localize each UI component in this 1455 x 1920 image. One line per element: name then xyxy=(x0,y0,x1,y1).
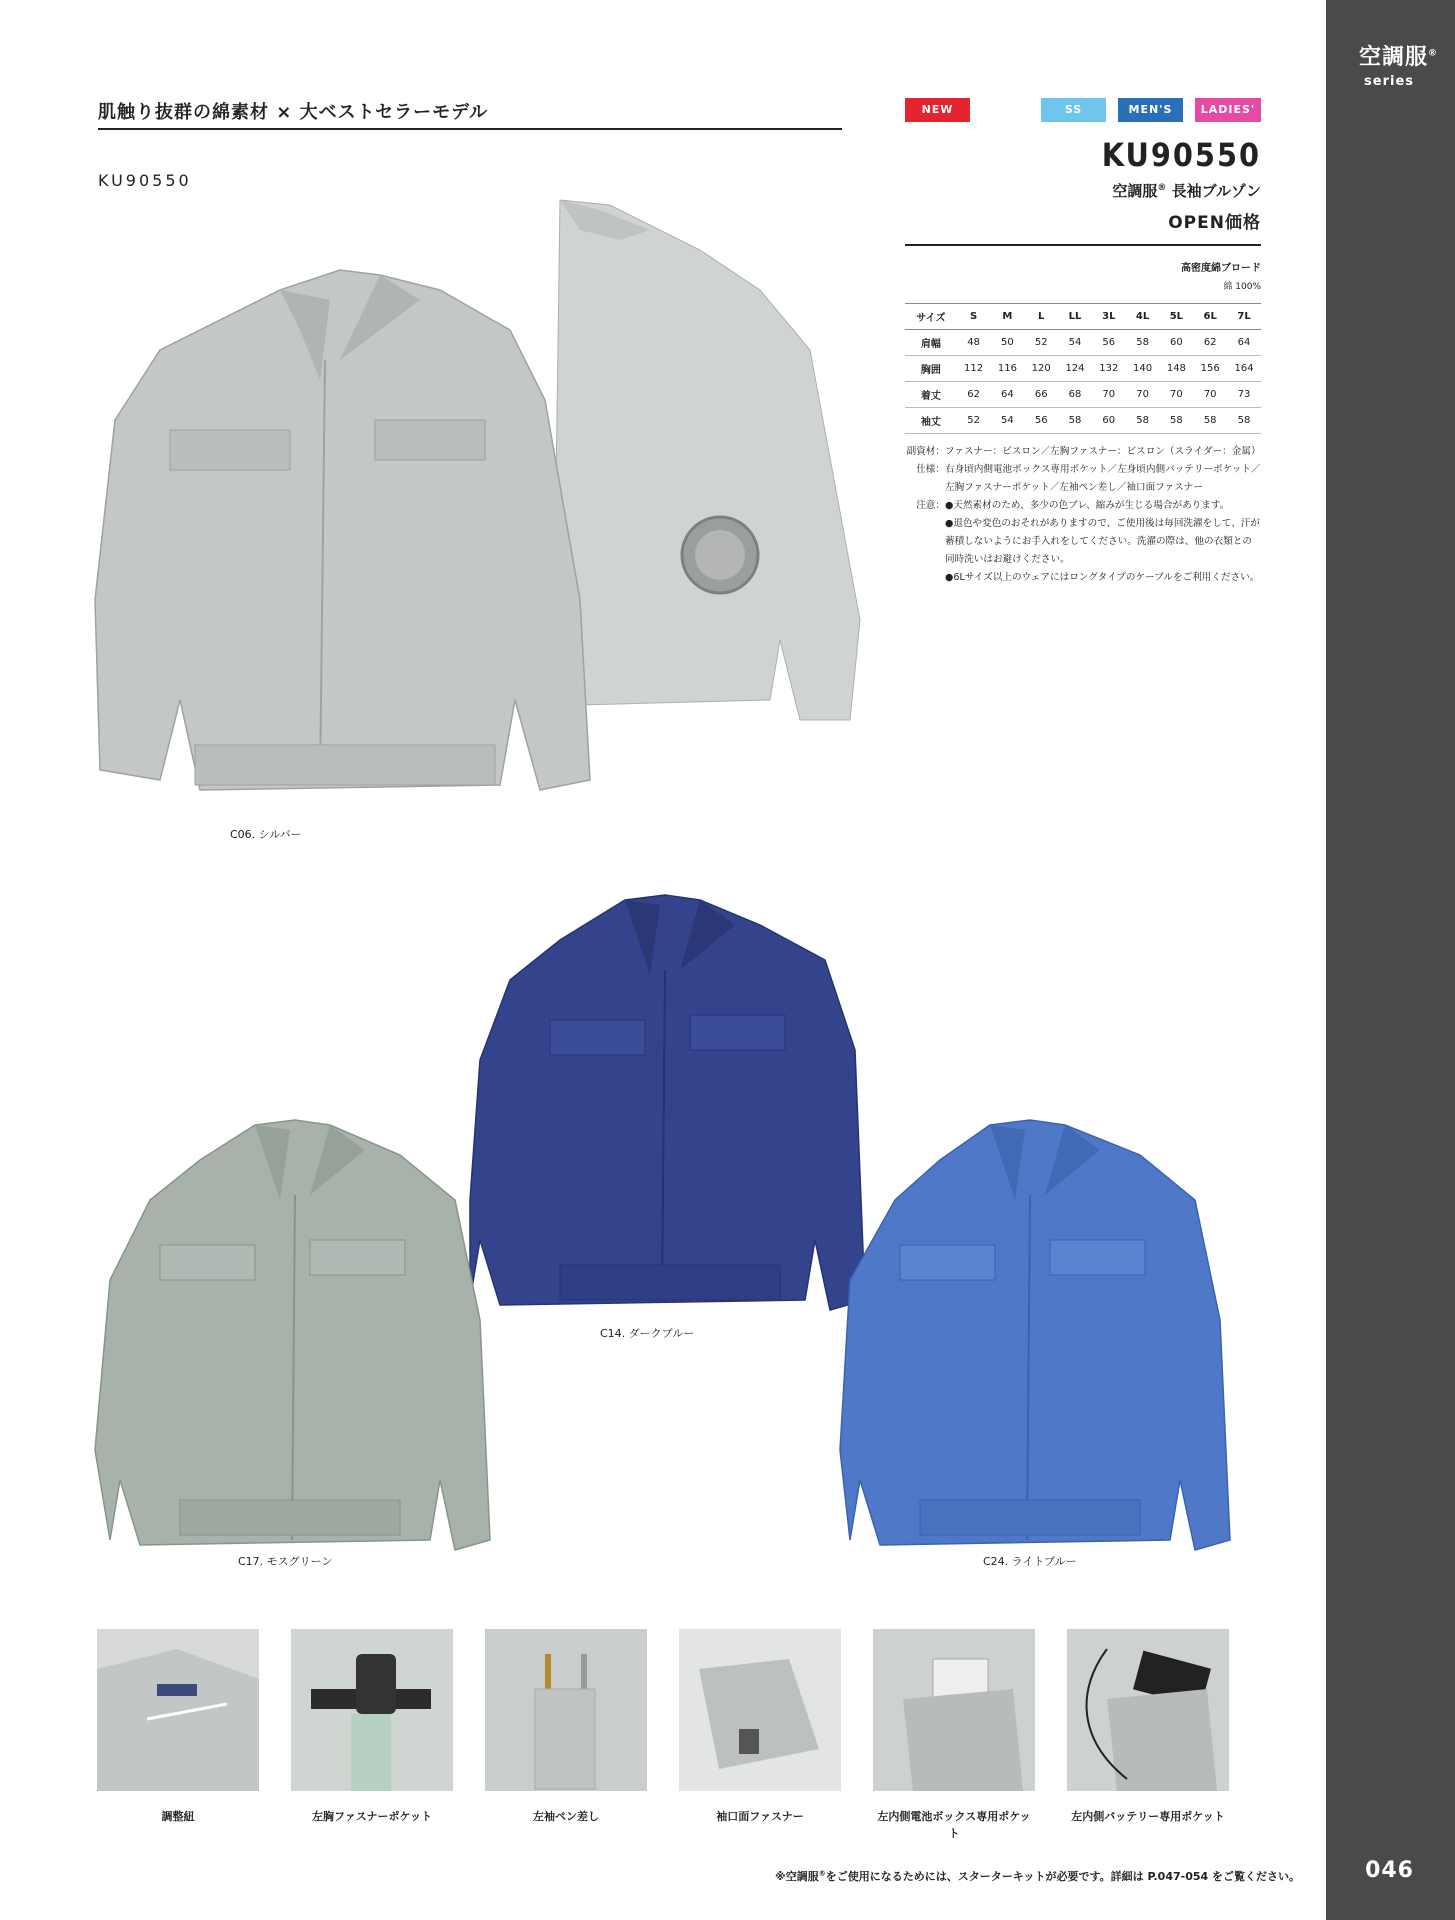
detail-photo-cuff-fastener xyxy=(679,1629,841,1791)
badge-ss: SS xyxy=(1041,98,1106,122)
size-row-label: 肩幅 xyxy=(905,330,957,356)
size-cell: 70 xyxy=(1092,382,1126,408)
size-cell: 58 xyxy=(1159,408,1193,434)
size-cell: 66 xyxy=(1024,382,1058,408)
size-cell: 120 xyxy=(1024,356,1058,382)
detail-photo-adjust-cord xyxy=(97,1629,259,1791)
detail-photo-battery-box-pocket xyxy=(873,1629,1035,1791)
size-cell: 60 xyxy=(1092,408,1126,434)
size-cell: 124 xyxy=(1058,356,1092,382)
sidebar xyxy=(1326,0,1455,1920)
size-row-label: 胸囲 xyxy=(905,356,957,382)
detail-caption: 左内側電池ボックス専用ポケット xyxy=(877,1810,1031,1840)
model-code-label: KU90550 xyxy=(98,171,192,190)
fabric-composition: 綿 100% xyxy=(1223,282,1261,292)
footnote: ※空調服®をご使用になるためには、スターターキットが必要です。詳細は P.047-054 をご覧ください。 xyxy=(775,1869,1300,1883)
series-title: 空調服® xyxy=(1358,45,1438,70)
size-header-cell: L xyxy=(1024,304,1058,330)
jacket-silver-back xyxy=(555,200,860,720)
size-cell: 116 xyxy=(991,356,1025,382)
detail-caption: 調整紐 xyxy=(161,1810,195,1823)
color-caption: C14. ダークブルー xyxy=(600,1327,695,1340)
page-number: 046 xyxy=(1365,1858,1414,1883)
caution-note: 注意： ●天然素材のため、多少の色ブレ、縮みが生じる場合があります。 ●退色や変色のおそれがありますので、ご使用後は毎回洗濯をして、汗が蓄積しないようにお手入れをしてください。洗濯の際は、他の衣類との同時洗いはお避けください。 ●6Lサイズ以上のウェアにはロングタイプのケーブルをご利用ください。 xyxy=(916,500,1260,583)
product-name: 空調服® 長袖ブルゾン xyxy=(1112,182,1261,200)
detail-caption: 左袖ペン差し xyxy=(533,1810,599,1823)
size-cell: 140 xyxy=(1126,356,1160,382)
size-cell: 58 xyxy=(1126,408,1160,434)
size-cell: 54 xyxy=(1058,330,1092,356)
color-caption: C17. モスグリーン xyxy=(238,1555,333,1568)
size-cell: 73 xyxy=(1227,382,1261,408)
detail-caption: 左胸ファスナーポケット xyxy=(311,1810,432,1823)
detail-photo-pen-holder xyxy=(485,1629,647,1791)
detail-photo-chest-pocket xyxy=(291,1629,453,1791)
materials-note: 副資材： ファスナー：ビスロン／左胸ファスナー：ビスロン（スライダー：金属） xyxy=(906,446,1261,457)
size-cell: 52 xyxy=(957,408,991,434)
detail-caption: 袖口面ファスナー xyxy=(716,1810,804,1823)
size-cell: 148 xyxy=(1159,356,1193,382)
size-cell: 52 xyxy=(1024,330,1058,356)
size-cell: 56 xyxy=(1092,330,1126,356)
size-header-cell: サイズ xyxy=(905,304,957,330)
size-cell: 50 xyxy=(991,330,1025,356)
size-cell: 56 xyxy=(1024,408,1058,434)
size-cell: 58 xyxy=(1126,330,1160,356)
product-model: KU90550 xyxy=(1101,136,1261,174)
size-cell: 62 xyxy=(1193,330,1227,356)
size-header-cell: 3L xyxy=(1092,304,1126,330)
size-cell: 156 xyxy=(1193,356,1227,382)
size-cell: 58 xyxy=(1058,408,1092,434)
product-price: OPEN価格 xyxy=(1168,213,1261,233)
jacket-dark-blue xyxy=(470,895,865,1310)
size-cell: 70 xyxy=(1193,382,1227,408)
size-cell: 68 xyxy=(1058,382,1092,408)
size-header-cell: 6L xyxy=(1193,304,1227,330)
size-header-cell: LL xyxy=(1058,304,1092,330)
badge-new: NEW xyxy=(905,98,970,122)
size-row-label: 袖丈 xyxy=(905,408,957,434)
size-cell: 70 xyxy=(1126,382,1160,408)
size-cell: 164 xyxy=(1227,356,1261,382)
size-cell: 54 xyxy=(991,408,1025,434)
color-caption: C06. シルバー xyxy=(230,828,302,841)
size-cell: 64 xyxy=(991,382,1025,408)
size-header-cell: 7L xyxy=(1227,304,1261,330)
spec-note: 仕様： 右身頃内側電池ボックス専用ポケット／左身頃内側バッテリーポケット／左胸ファスナーポケット／左袖ペン差し／袖口面ファスナー xyxy=(916,464,1261,493)
badge-ladies: LADIES' xyxy=(1195,98,1261,122)
detail-caption: 左内側バッテリー専用ポケット xyxy=(1071,1810,1225,1823)
detail-photo-battery-pocket xyxy=(1067,1629,1229,1791)
jacket-light-blue xyxy=(840,1120,1230,1550)
size-cell: 132 xyxy=(1092,356,1126,382)
size-cell: 62 xyxy=(957,382,991,408)
size-header-cell: 4L xyxy=(1126,304,1160,330)
size-cell: 48 xyxy=(957,330,991,356)
size-cell: 112 xyxy=(957,356,991,382)
size-row-label: 着丈 xyxy=(905,382,957,408)
badge-mens: MEN'S xyxy=(1118,98,1183,122)
size-cell: 58 xyxy=(1227,408,1261,434)
jacket-silver-front xyxy=(95,270,590,790)
size-cell: 60 xyxy=(1159,330,1193,356)
size-header-cell: M xyxy=(991,304,1025,330)
size-header-cell: 5L xyxy=(1159,304,1193,330)
size-cell: 64 xyxy=(1227,330,1261,356)
series-subtitle: series xyxy=(1364,74,1414,89)
size-header-cell: S xyxy=(957,304,991,330)
jacket-moss-green xyxy=(95,1120,490,1550)
size-cell: 58 xyxy=(1193,408,1227,434)
color-caption: C24. ライトブルー xyxy=(983,1555,1077,1568)
page-headline: 肌触り抜群の綿素材 × 大ベストセラーモデル xyxy=(98,102,489,123)
size-cell: 70 xyxy=(1159,382,1193,408)
fabric-name: 高密度綿ブロード xyxy=(1181,263,1261,274)
